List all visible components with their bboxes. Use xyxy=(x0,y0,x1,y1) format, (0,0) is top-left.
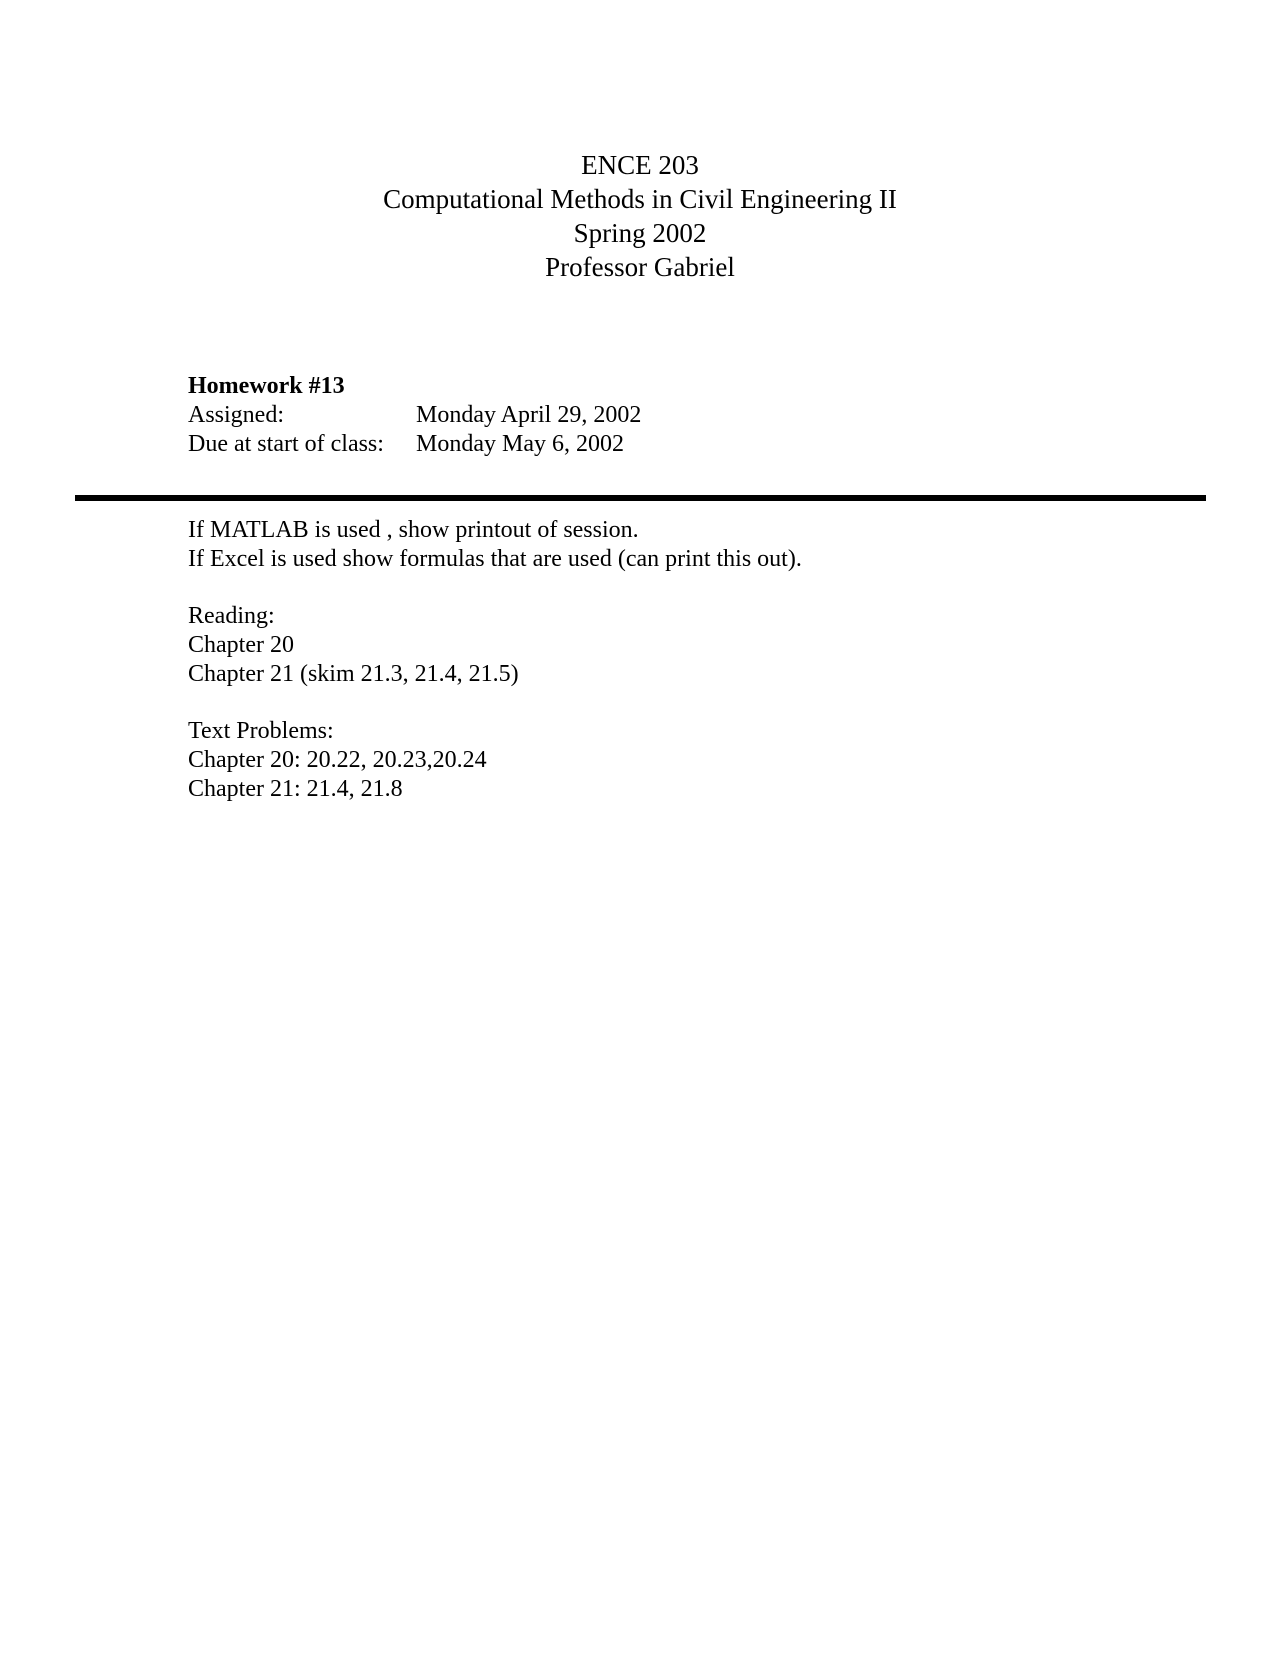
due-label: Due at start of class: xyxy=(188,431,384,457)
reading-item: Chapter 20 xyxy=(188,632,294,658)
spacer xyxy=(188,574,802,602)
spacer xyxy=(188,689,802,717)
problems-heading: Text Problems: xyxy=(188,718,334,744)
instruction-excel: If Excel is used show formulas that are used (can print this out). xyxy=(188,546,802,572)
assignment-body xyxy=(188,516,802,804)
course-term: Spring 2002 xyxy=(573,218,707,248)
reading-item: Chapter 21 (skim 21.3, 21.4, 21.5) xyxy=(188,661,519,687)
assigned-row xyxy=(188,401,641,430)
assigned-label: Assigned: xyxy=(188,402,284,428)
assigned-date: Monday April 29, 2002 xyxy=(416,402,642,428)
instruction-matlab: If MATLAB is used , show printout of session. xyxy=(188,517,639,543)
course-instructor: Professor Gabriel xyxy=(545,252,735,282)
course-header xyxy=(0,148,1280,284)
due-date: Monday May 6, 2002 xyxy=(416,431,624,457)
due-row xyxy=(188,430,641,459)
course-title: Computational Methods in Civil Engineering II xyxy=(383,184,897,214)
horizontal-rule xyxy=(75,495,1206,501)
problems-item: Chapter 20: 20.22, 20.23,20.24 xyxy=(188,747,487,773)
reading-heading: Reading: xyxy=(188,603,275,629)
course-code: ENCE 203 xyxy=(581,150,699,180)
homework-info xyxy=(188,372,641,459)
problems-item: Chapter 21: 21.4, 21.8 xyxy=(188,776,403,802)
homework-title: Homework #13 xyxy=(188,373,345,399)
